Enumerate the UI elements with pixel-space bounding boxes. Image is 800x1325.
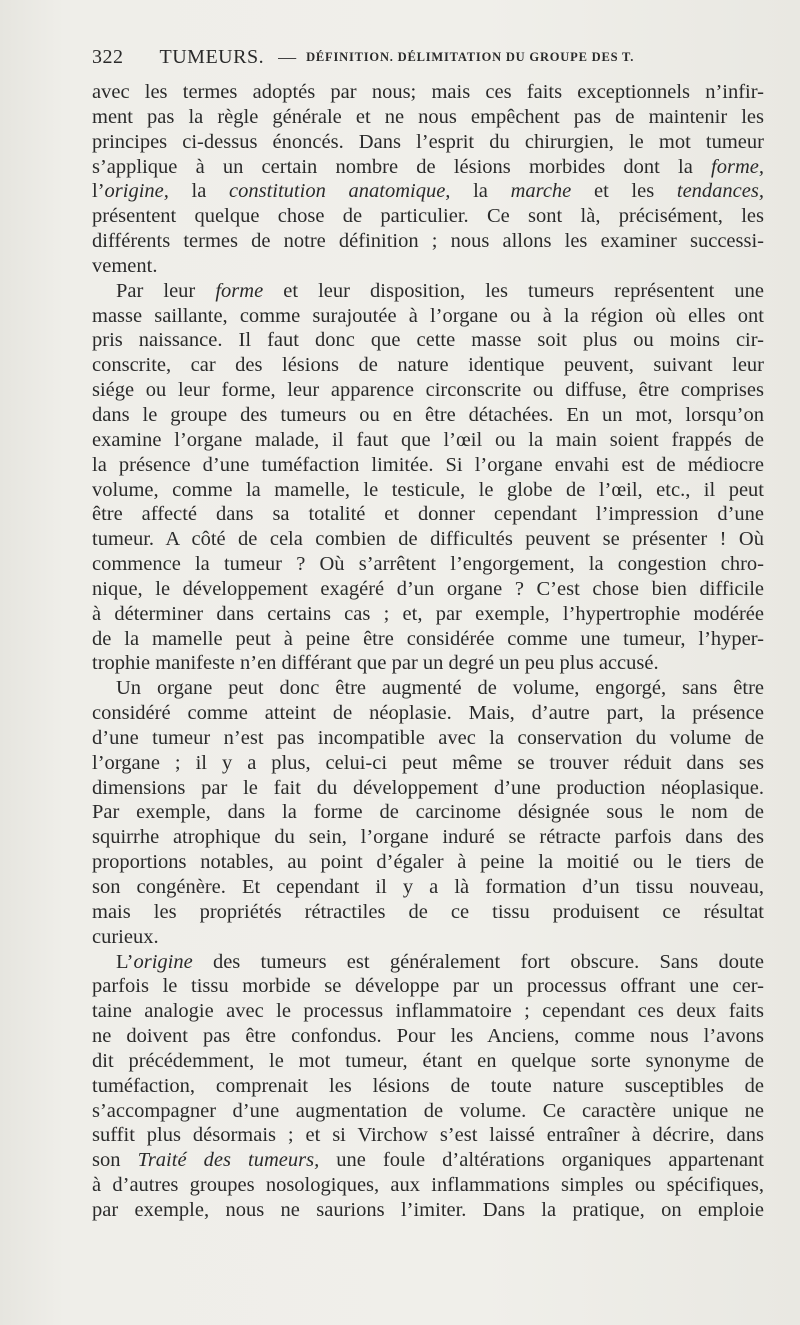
text-line: d’une tumeur n’est pas incompatible avec la conservation du volume de	[92, 726, 764, 749]
italic-term: origine,	[104, 180, 169, 203]
text-line: avec les termes adoptés par nous; mais ces faits exceptionnels n’infir-	[92, 81, 764, 103]
italic-term: marche	[510, 180, 572, 203]
text-line: masse saillante, comme surajoutée à l’organe ou à la région où elles ont	[92, 304, 764, 327]
text-line: tuméfaction, comprenait les lésions de toute nature susceptibles de	[92, 1074, 764, 1097]
text-line: principes ci-dessus énoncés. Dans l’esprit du chirurgien, le mot tumeur	[92, 130, 764, 153]
text-line: conscrite, car des lésions de nature identique peuvent, suivant leur	[92, 354, 764, 377]
italic-term: forme	[215, 279, 264, 302]
text-line: par exemple, nous ne saurions l’imiter. Dans la pratique, on emploie	[92, 1198, 764, 1221]
text-line: suffit plus désormais ; et si Virchow s’est laissé entraîner à décrire, dans	[92, 1124, 764, 1147]
text-line: son Traité des tumeurs, une foule d’altérations organiques appartenant	[92, 1149, 764, 1172]
italic-term: constitution anatomique,	[229, 180, 451, 203]
text-line: commence la tumeur ? Où s’arrêtent l’engorgement, la congestion chro-	[92, 553, 764, 576]
text-line: curieux.	[92, 925, 159, 948]
text-line: pris naissance. Il faut donc que cette masse soit plus ou moins cir-	[92, 329, 764, 352]
running-header	[92, 46, 764, 78]
text-line: nique, le développement exagéré d’un organe ? C’est chose bien difficile	[92, 577, 764, 600]
running-subtitle: DÉFINITION. DÉLIMITATION DU GROUPE DES T.	[306, 50, 635, 64]
text-line: ment pas la règle générale et ne nous empêchent pas de maintenir les	[92, 105, 764, 128]
text-line: vement.	[92, 254, 158, 277]
text-line: mais les propriétés rétractiles de ce tissu produisent ce résultat	[92, 900, 764, 923]
italic-term: Traité des tumeurs,	[137, 1149, 320, 1172]
text-line: examine l’organe malade, il faut que l’œil ou la main soient frappés de	[92, 428, 764, 451]
text-line: taine analogie avec le processus inflammatoire ; cependant ces deux faits	[92, 1000, 764, 1023]
text-line: de la mamelle peut à peine être considérée comme une tumeur, l’hyper-	[92, 627, 764, 650]
page-number: 322	[92, 46, 124, 68]
body-text	[92, 80, 764, 1223]
text-line: siége ou leur forme, leur apparence circonscrite ou diffuse, être comprises	[92, 379, 764, 402]
text-line: trophie manifeste n’en différant que par un degré un peu plus accusé.	[92, 652, 659, 675]
text-line: différents termes de notre définition ; nous allons les examiner successi-	[92, 230, 764, 253]
text-line: la présence d’une tuméfaction limitée. Si l’organe envahi est de médiocre	[92, 453, 764, 476]
text-line: L’origine des tumeurs est généralement fort obscure. Sans doute	[116, 950, 764, 973]
text-line: Par exemple, dans la forme de carcinome désignée sous le nom de	[92, 801, 764, 824]
text-line: s’applique à un certain nombre de lésions morbides dont la forme,	[92, 155, 764, 178]
paragraph	[92, 950, 764, 1223]
text-line: proportions notables, au point d’égaler à peine la moitié ou le tiers de	[92, 851, 764, 874]
text-line: squirrhe atrophique du sein, l’organe induré se rétracte parfois dans des	[92, 826, 764, 849]
running-title: TUMEURS.	[159, 46, 265, 68]
italic-term: forme,	[711, 155, 764, 178]
running-separator: —	[278, 47, 297, 67]
italic-term: tendances,	[676, 180, 764, 203]
paragraph	[92, 676, 764, 949]
text-line: être affecté dans sa totalité et donner cependant l’impression d’une	[92, 503, 764, 526]
italic-term: origine	[133, 950, 193, 973]
text-line: à déterminer dans certains cas ; et, par exemple, l’hypertrophie modérée	[92, 602, 764, 625]
text-line: dimensions par le fait du développement d’une production néoplasique.	[92, 776, 764, 799]
text-line: Un organe peut donc être augmenté de volume, engorgé, sans être	[116, 677, 764, 700]
text-line: présentent quelque chose de particulier. Ce sont là, précisément, les	[92, 205, 764, 228]
text-line: volume, comme la mamelle, le testicule, le globe de l’œil, etc., il peut	[92, 478, 764, 501]
paragraph	[92, 279, 764, 677]
text-line: dit précédemment, le mot tumeur, étant en quelque sorte synonyme de	[92, 1049, 764, 1072]
text-line: dans le groupe des tumeurs ou en être détachées. En un mot, lorsqu’on	[92, 403, 764, 426]
text-line: ne doivent pas être confondus. Pour les Anciens, comme nous l’avons	[92, 1025, 764, 1048]
text-line: l’organe ; il y a plus, celui-ci peut même se trouver réduit dans ses	[92, 751, 764, 774]
text-line: considéré comme atteint de néoplasie. Mais, d’autre part, la présence	[92, 702, 764, 725]
text-line: tumeur. A côté de cela combien de difficultés peuvent se présenter ! Où	[92, 528, 764, 551]
text-line: l’origine, la constitution anatomique, la marche et les tendances,	[92, 180, 764, 203]
text-line: Par leur forme et leur disposition, les tumeurs représentent une	[116, 279, 764, 302]
text-line: s’accompagner d’une augmentation de volume. Ce caractère unique ne	[92, 1099, 764, 1122]
text-line: son congénère. Et cependant il y a là formation d’un tissu nouveau,	[92, 876, 764, 898]
text-line: parfois le tissu morbide se développe par un processus offrant une cer-	[92, 975, 764, 998]
text-line: à d’autres groupes nosologiques, aux inflammations simples ou spécifiques,	[92, 1174, 764, 1197]
paragraph	[92, 80, 764, 279]
